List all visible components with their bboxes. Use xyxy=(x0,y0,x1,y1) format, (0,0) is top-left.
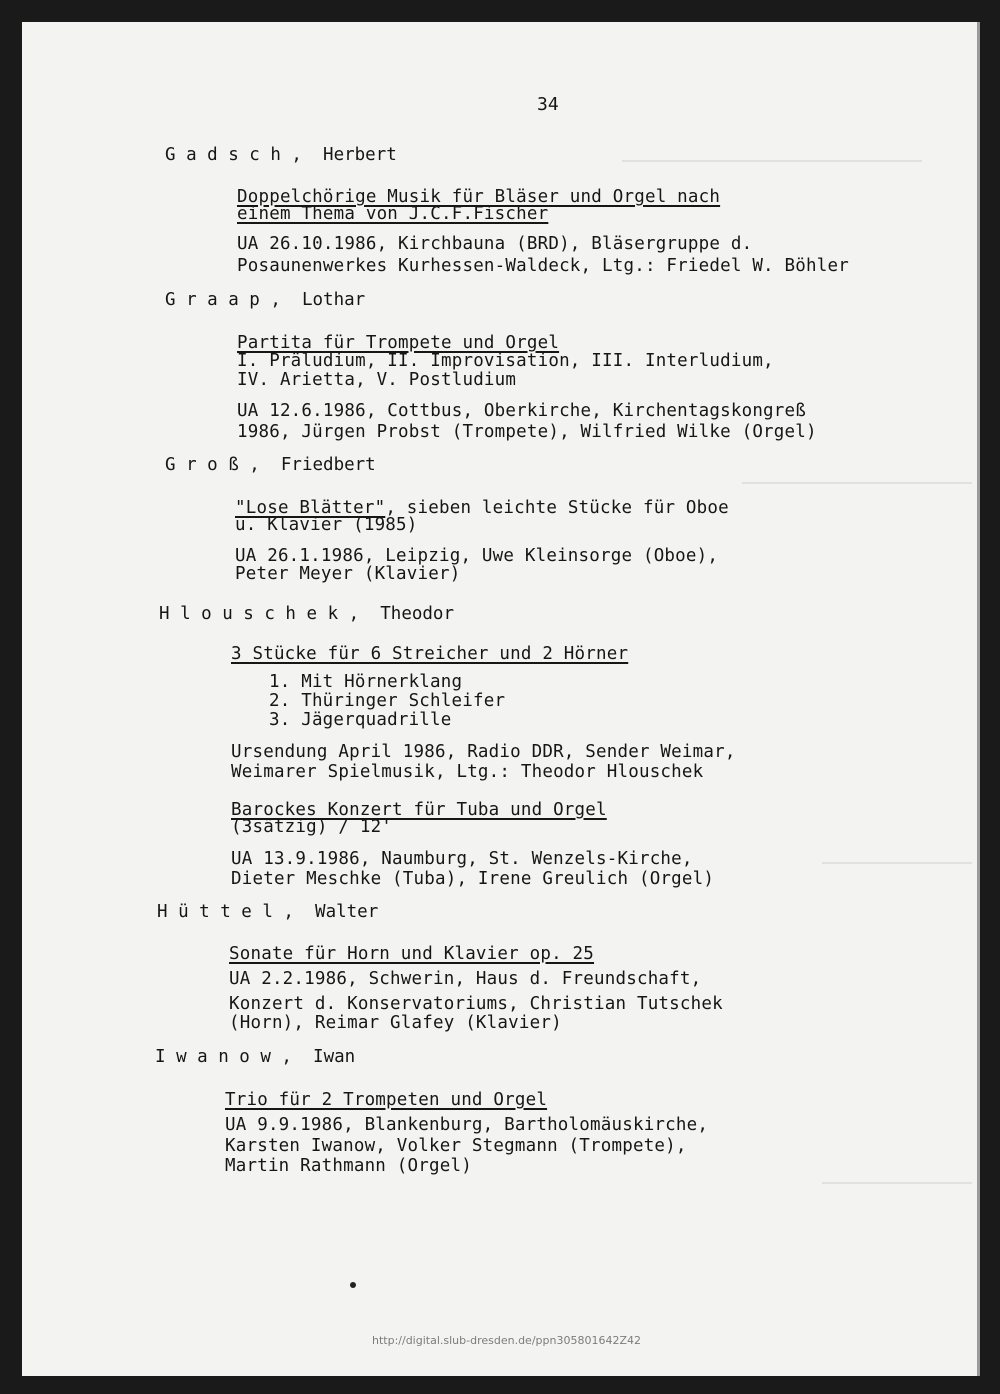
performance-note: UA 12.6.1986, Cottbus, Oberkirche, Kirchentagskongreß xyxy=(237,401,807,421)
composer-name: H ü t t e l , Walter xyxy=(157,902,379,922)
work-title-rest: , sieben leichte Stücke für Oboe xyxy=(385,498,729,518)
work-title: einem Thema von J.C.F.Fischer xyxy=(237,204,549,224)
performance-note: Peter Meyer (Klavier) xyxy=(235,564,461,584)
movement-item: 3. Jägerquadrille xyxy=(269,710,452,730)
work-title: Doppelchörige Musik für Bläser und Orgel nach xyxy=(237,187,721,207)
movement-list: I. Präludium, II. Improvisation, III. Interludium, xyxy=(237,351,774,371)
work-title: Trio für 2 Trompeten und Orgel xyxy=(225,1090,548,1110)
work-title-underlined: "Lose Blätter" xyxy=(235,498,386,518)
composer-name: H l o u s c h e k , Theodor xyxy=(159,604,455,624)
performance-note: Martin Rathmann (Orgel) xyxy=(225,1156,472,1176)
performance-note: Ursendung April 1986, Radio DDR, Sender Weimar, xyxy=(231,742,736,762)
document-page xyxy=(22,22,980,1376)
page-number: 34 xyxy=(537,94,559,115)
performance-note: UA 9.9.1986, Blankenburg, Bartholomäuskirche, xyxy=(225,1115,709,1135)
work-title: Barockes Konzert für Tuba und Orgel xyxy=(231,800,607,820)
work-title-line2: u. Klavier (1985) xyxy=(235,515,418,535)
performance-note: Weimarer Spielmusik, Ltg.: Theodor Hlouschek xyxy=(231,762,704,782)
movement-item: 2. Thüringer Schleifer xyxy=(269,691,506,711)
performance-note: UA 2.2.1986, Schwerin, Haus d. Freundschaft, xyxy=(229,969,702,989)
ink-dot xyxy=(350,1282,356,1288)
performance-note: Karsten Iwanow, Volker Stegmann (Trompete), xyxy=(225,1136,687,1156)
work-title: Partita für Trompete und Orgel xyxy=(237,333,560,353)
performance-note: UA 13.9.1986, Naumburg, St. Wenzels-Kirche, xyxy=(231,849,693,869)
page-edge xyxy=(977,22,980,1376)
performance-note: Konzert d. Konservatoriums, Christian Tutschek xyxy=(229,994,723,1014)
bleed-through-mark xyxy=(742,462,972,484)
performance-note: UA 26.1.1986, Leipzig, Uwe Kleinsorge (Oboe), xyxy=(235,546,719,566)
performance-note: (Horn), Reimar Glafey (Klavier) xyxy=(229,1013,562,1033)
performance-note: UA 26.10.1986, Kirchbauna (BRD), Bläsergruppe d. xyxy=(237,234,753,254)
performance-note: Dieter Meschke (Tuba), Irene Greulich (Orgel) xyxy=(231,869,715,889)
movement-list: IV. Arietta, V. Postludium xyxy=(237,370,517,390)
bleed-through-mark xyxy=(822,1162,972,1184)
source-url: http://digital.slub-dresden.de/ppn305801642Z42 xyxy=(372,1334,641,1347)
composer-name: G r a a p , Lothar xyxy=(165,290,366,310)
work-title: 3 Stücke für 6 Streicher und 2 Hörner xyxy=(231,644,629,664)
work-title: Sonate für Horn und Klavier op. 25 xyxy=(229,944,595,964)
bleed-through-mark xyxy=(622,140,922,162)
composer-name: G a d s c h , Herbert xyxy=(165,145,397,165)
bleed-through-mark xyxy=(822,842,972,864)
movement-item: 1. Mit Hörnerklang xyxy=(269,672,463,692)
performance-note: Posaunenwerkes Kurhessen-Waldeck, Ltg.: Friedel W. Böhler xyxy=(237,256,849,276)
performance-note: 1986, Jürgen Probst (Trompete), Wilfried Wilke (Orgel) xyxy=(237,422,817,442)
work-title-duration: (3sätzig) / 12' xyxy=(231,817,393,837)
composer-name: I w a n o w , Iwan xyxy=(155,1047,356,1067)
composer-name: G r o ß , Friedbert xyxy=(165,455,376,475)
